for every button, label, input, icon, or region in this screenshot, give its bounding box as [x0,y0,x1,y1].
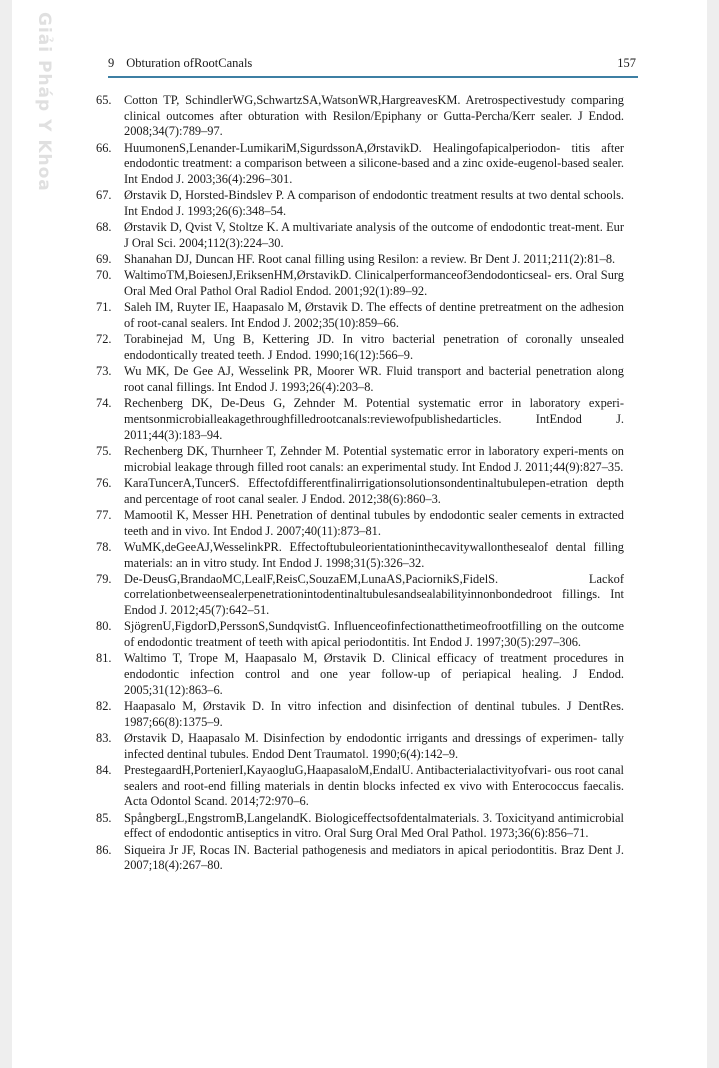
reference-item [96,332,624,363]
reference-item [96,396,624,443]
reference-item [96,843,624,874]
reference-item [96,811,624,842]
reference-number: 75. [96,443,112,458]
reference-item [96,220,624,251]
reference-number: 84. [96,762,112,777]
reference-item [96,619,624,650]
reference-text: HuumonenS,Lenander-LumikariM,SigurdssonA,ØrstavikD. Healingofapicalperiodon- titis after endodontic treatment: a comparison between a silicone-based and a zinc oxide-eugenol-based sealer. Int Endod J. 2003;36(4):296–301. [124,140,624,187]
reference-text: Siqueira Jr JF, Rocas IN. Bacterial pathogenesis and mediators in apical periodontitis. Braz Dent J. 2007;18(4):267–80. [124,842,624,873]
reference-item [96,731,624,762]
reference-item [96,476,624,507]
reference-item [96,444,624,475]
reference-text: Ørstavik D, Qvist V, Stoltze K. A multivariate analysis of the outcome of endodontic treat-ment. Eur J Oral Sci. 2004;112(3):224–30. [124,220,624,250]
reference-text: SjögrenU,FigdorD,PerssonS,SundqvistG. Influenceofinfectionatthetimeofrootfilling on the outcome of endodontic treatment of teeth with apical periodontitis. Int Endod J. 1997;30(5):297–306. [124,619,624,650]
reference-item [96,364,624,395]
reference-item [96,572,624,619]
page-number: 157 [617,56,636,70]
reference-item [96,699,624,730]
reference-item [96,300,624,331]
header-rule [108,76,638,78]
reference-number: 67. [96,188,112,203]
reference-text: Torabinejad M, Ung B, Kettering JD. In vitro bacterial penetration of coronally unsealed endodontically treated teeth. J Endod. 1990;16(12):566–9. [124,332,624,363]
reference-number: 80. [96,619,112,634]
chapter-heading [108,56,252,71]
running-header [108,56,638,76]
reference-item [96,93,624,140]
reference-number: 78. [96,539,112,554]
reference-number: 82. [96,699,112,714]
reference-text: PrestegaardH,PortenierI,KayaogluG,HaapasaloM,EndalU. Antibacterialactivityofvari- ous root canal sealers and root-end filling materials in dentin blocks infected ex vivo with Enterococcus faecalis. Acta Odontol Scand. 2014;72:970–6. [124,762,624,809]
reference-text: Cotton TP, SchindlerWG,SchwartzSA,WatsonWR,HargreavesKM. Aretrospectivestudy comparing clinical outcomes after obturation with Resilon/Epiphany or Gutta-Percha/Kerr sealer. J Endod. 2008;34(7):789–97. [124,93,624,139]
reference-number: 72. [96,332,112,347]
reference-number: 71. [96,300,112,315]
reference-item [96,651,624,698]
reference-text: Haapasalo M, Ørstavik D. In vitro infection and disinfection of dentinal tubules. J DentRes. 1987;66(8):1375–9. [124,699,624,729]
reference-number: 76. [96,475,112,490]
reference-text: Ørstavik D, Horsted-Bindslev P. A comparison of endodontic treatment results at two dental schools. Int Endod J. 1993;26(6):348–54. [124,188,624,219]
reference-text: De-DeusG,BrandaoMC,LealF,ReisC,SouzaEM,LunaAS,PaciornikS,FidelS. Lackof correlationbetweensealerpenetrationintodentinaltubulesandsealabilityinnonbondedroot fillings. Int Endod J. 2012;45(7):642–51. [124,571,624,618]
reference-item [96,141,624,188]
reference-item [96,252,624,268]
reference-text: Waltimo T, Trope M, Haapasalo M, Ørstavik D. Clinical efficacy of treatment procedures in endodontic infection control and one year follow-up of periapical healing. J Endod. 2005;31(12):863–6. [124,651,624,697]
reference-text: Ørstavik D, Haapasalo M. Disinfection by endodontic irrigants and dressings of experimen- tally infected dentinal tubules. Endod Dent Traumatol. 1990;6(4):142–9. [124,730,624,761]
reference-number: 77. [96,507,112,522]
reference-text: Rechenberg DK, De-Deus G, Zehnder M. Potential systematic error in laboratory experi-mentsonmicrobialleakagethroughfilledrootcanals:reviewofpublishedarticles. IntEndod J. 2011;44(3):183–94. [124,396,624,442]
reference-text: Shanahan DJ, Duncan HF. Root canal filling using Resilon: a review. Br Dent J. 2011;211(2):81–8. [124,252,616,267]
reference-number: 86. [96,842,112,857]
reference-item [96,188,624,219]
reference-item [96,763,624,810]
watermark: Giải Pháp Y Khoa [34,12,54,192]
reference-number: 73. [96,364,112,379]
chapter-number: 9 [108,56,115,70]
reference-number: 66. [96,140,112,155]
reference-text: Mamootil K, Messer HH. Penetration of dentinal tubules by endodontic sealer cements in extracted teeth and in vivo. Int Endod J. 2007;40(11):873–81. [124,507,624,538]
reference-text: WaltimoTM,BoiesenJ,EriksenHM,ØrstavikD. Clinicalperformanceof3endodonticseal- ers. Oral Surg Oral Med Oral Pathol Oral Radiol Endod. 2001;92(1):89–92. [124,268,624,299]
reference-text: KaraTuncerA,TuncerS. Effectofdifferentfinalirrigationsolutionsondentinaltubulepen-etration depth and percentage of root canal sealer. J Endod. 2012;38(6):860–3. [124,475,624,506]
reference-number: 65. [96,93,112,107]
reference-item [96,540,624,571]
reference-text: Wu MK, De Gee AJ, Wesselink PR, Moorer WR. Fluid transport and bacterial penetration along root canal fillings. Int Endod J. 1993;26(4):203–8. [124,364,624,395]
reference-number: 74. [96,396,112,411]
reference-item [96,268,624,299]
reference-number: 68. [96,220,112,235]
reference-text: WuMK,deGeeAJ,WesselinkPR. Effectoftubuleorientationinthecavitywallonthesealof dental filling materials: an in vitro study. Int Endod J. 1998;31(5):326–32. [124,539,624,570]
reference-number: 81. [96,651,112,666]
reference-number: 83. [96,730,112,745]
reference-number: 85. [96,810,112,825]
reference-item [96,508,624,539]
reference-number: 79. [96,571,112,586]
reference-list [96,93,624,874]
reference-text: Rechenberg DK, Thurnheer T, Zehnder M. Potential systematic error in laboratory experi-ments on microbial leakage through filled root canals: an experimental study. Int Endod J. 2011;44(9):827–35. [124,443,624,474]
chapter-title: Obturation ofRootCanals [126,56,253,70]
reference-text: Saleh IM, Ruyter IE, Haapasalo M, Ørstavik D. The effects of dentine pretreatment on the adhesion of root-canal sealers. Int Endod J. 2002;35(10):859–66. [124,300,624,331]
reference-number: 70. [96,268,112,283]
reference-text: SpångbergL,EngstromB,LangelandK. Biologiceffectsofdentalmaterials. 3. Toxicityand antimicrobial effect of endodontic antiseptics in vitro. Oral Surg Oral Med Oral Pathol. 1973;36(6):856–71. [124,810,624,841]
reference-number: 69. [96,252,112,267]
